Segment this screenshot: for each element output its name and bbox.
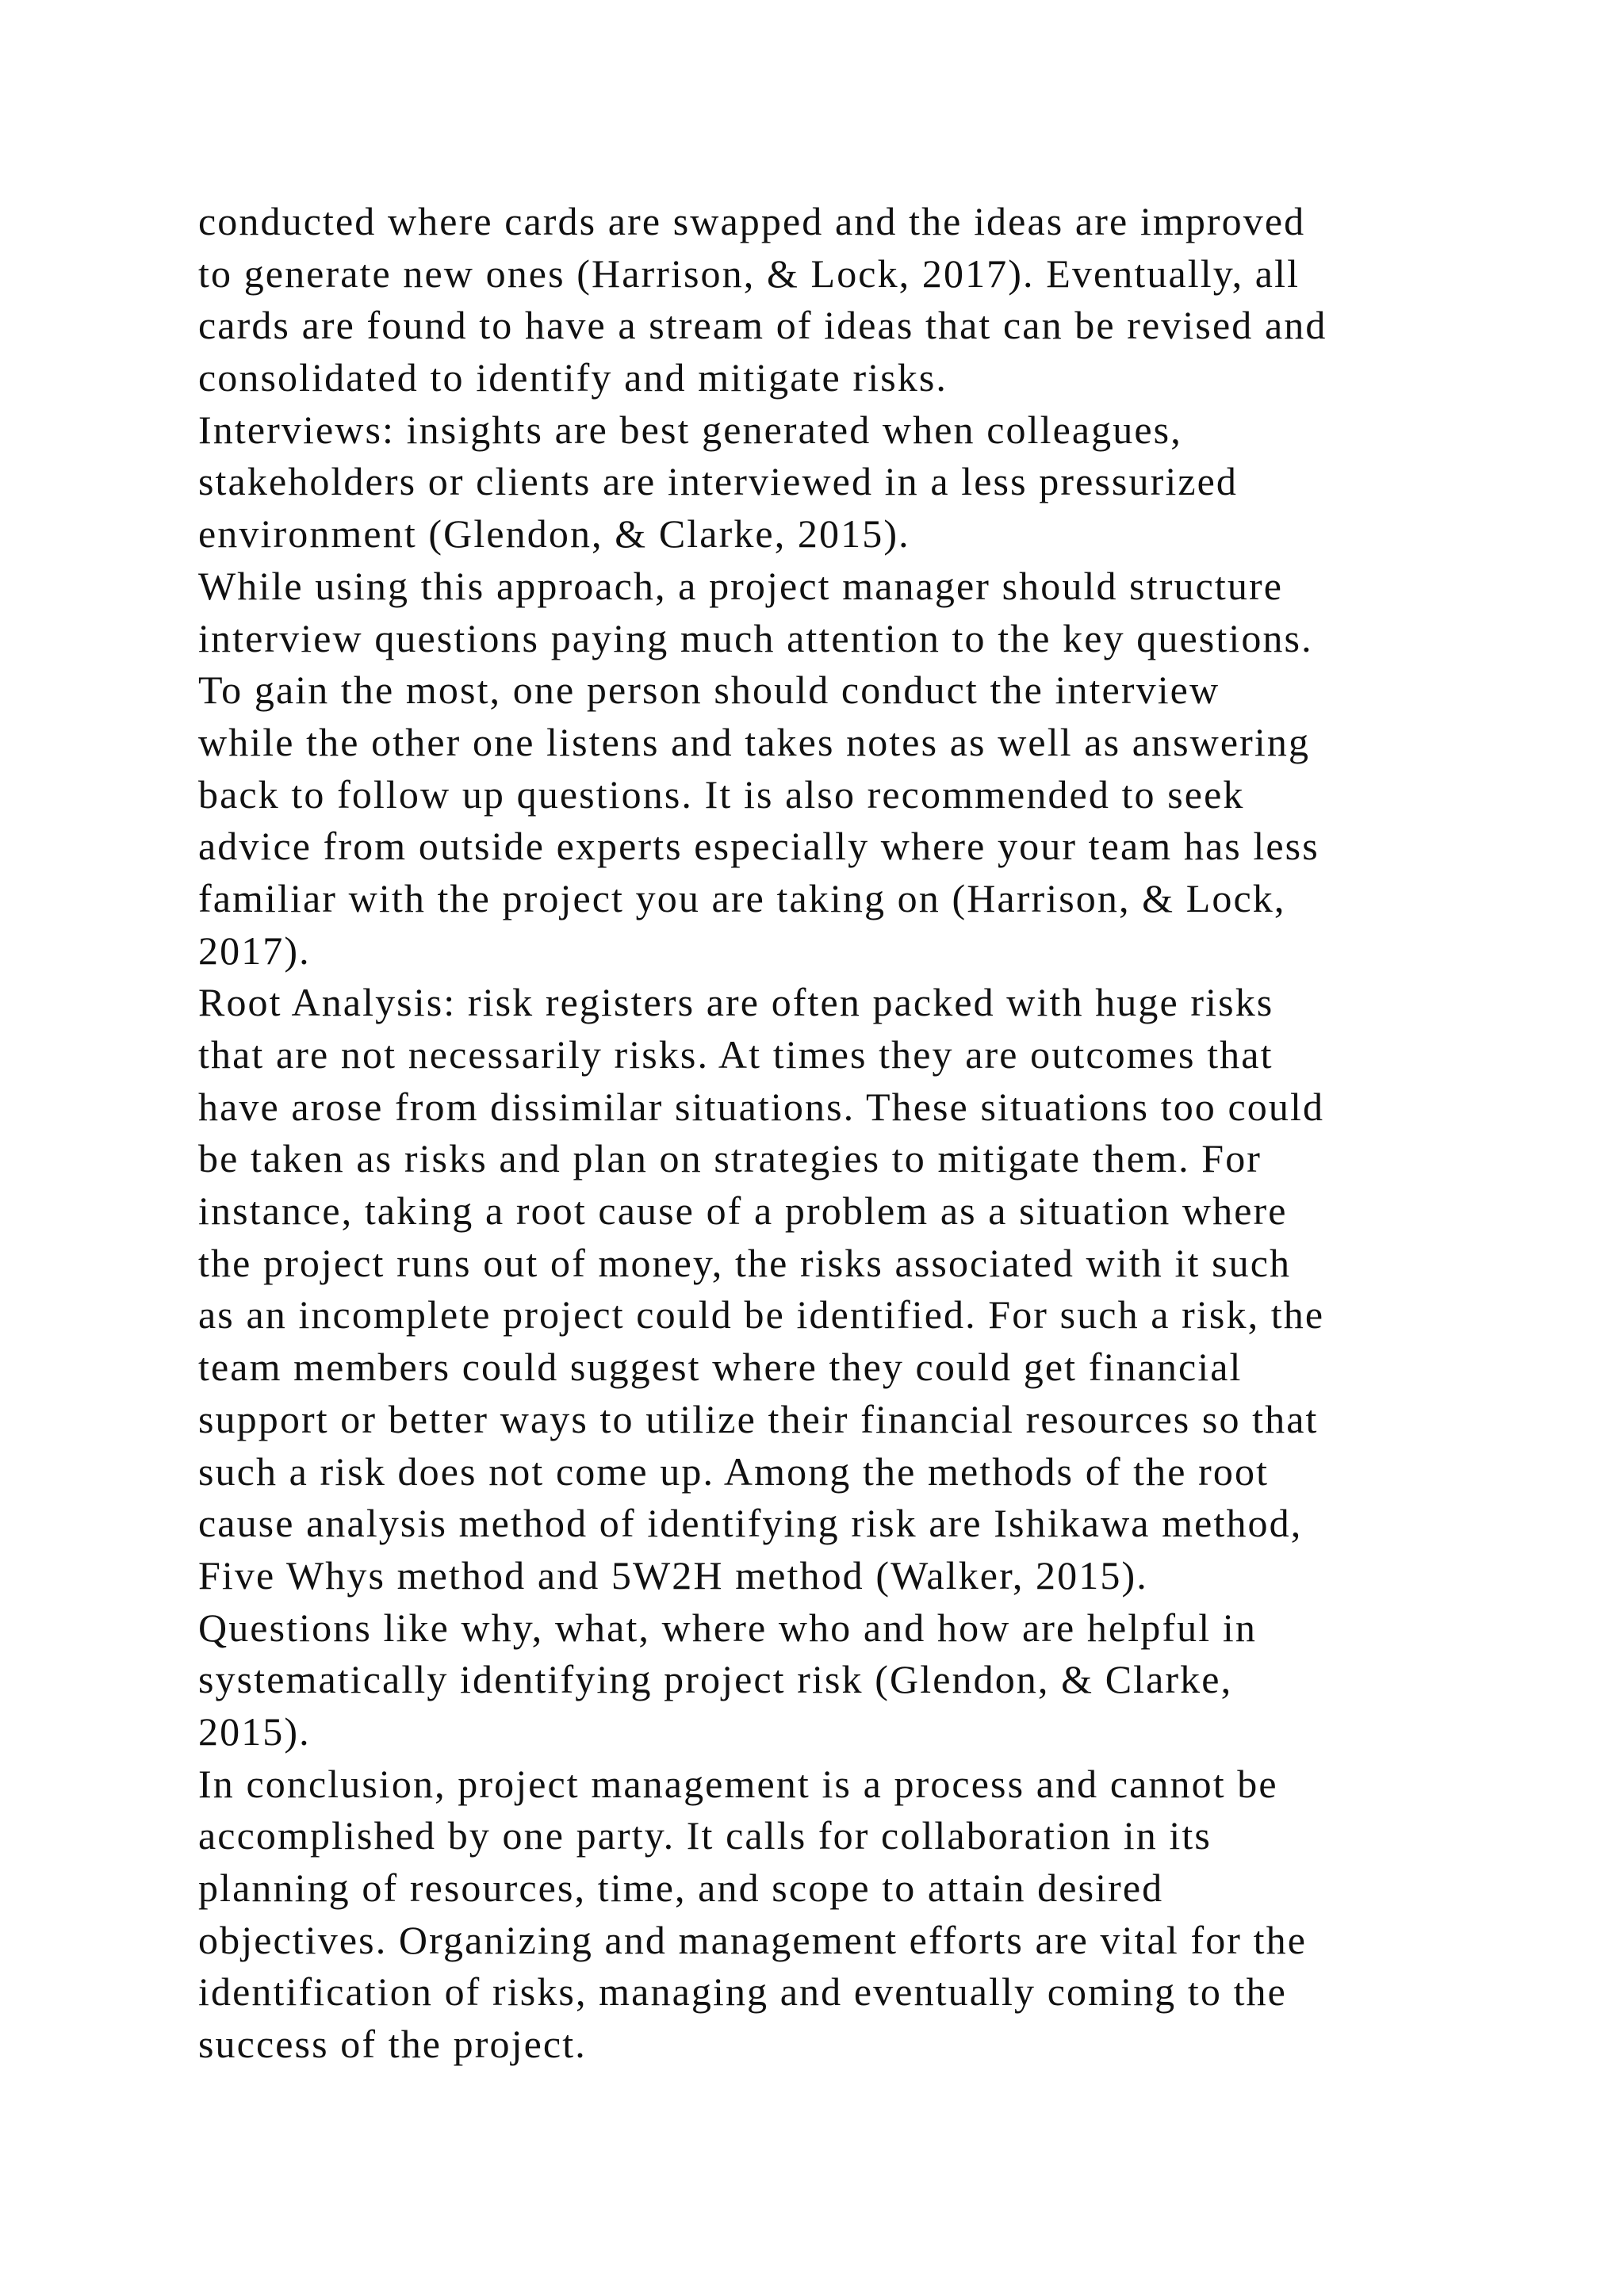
text-line: back to follow up questions. It is also recommended to seek xyxy=(198,771,1245,817)
text-line: the project runs out of money, the risks associated with it such xyxy=(198,1240,1292,1285)
text-line: that are not necessarily risks. At times they are outcomes that xyxy=(198,1032,1274,1077)
text-line: as an incomplete project could be identified. For such a risk, the xyxy=(198,1292,1325,1337)
text-line: identification of risks, managing and eventually coming to the xyxy=(198,1969,1287,2015)
text-line: cause analysis method of identifying risk are Ishikawa method, xyxy=(198,1501,1303,1546)
text-line: stakeholders or clients are interviewed in a less pressurized xyxy=(198,459,1239,504)
text-line: 2017). xyxy=(198,928,311,973)
text-line: objectives. Organizing and management efforts are vital for the xyxy=(198,1917,1308,1962)
text-line: be taken as risks and plan on strategies to mitigate them. For xyxy=(198,1136,1262,1181)
text-line: success of the project. xyxy=(198,2022,587,2067)
text-line: while the other one listens and takes notes as well as answering xyxy=(198,719,1311,764)
text-line: Interviews: insights are best generated when colleagues, xyxy=(198,407,1182,452)
text-line: 2015). xyxy=(198,1709,311,1754)
text-line: planning of resources, time, and scope to attain desired xyxy=(198,1866,1164,1910)
text-line: Five Whys method and 5W2H method (Walker, 2015). xyxy=(198,1552,1148,1598)
text-line: environment (Glendon, & Clarke, 2015). xyxy=(198,511,910,557)
text-line: such a risk does not come up. Among the methods of the root xyxy=(198,1448,1270,1494)
text-line: cards are found to have a stream of ideas that can be revised and xyxy=(198,303,1327,348)
text-line: Questions like why, what, where who and how are helpful in xyxy=(198,1605,1257,1650)
text-line: While using this approach, a project manager should structure xyxy=(198,563,1283,608)
text-line: In conclusion, project management is a process and cannot be xyxy=(198,1761,1278,1806)
text-line: interview questions paying much attention to the key questions. xyxy=(198,615,1313,660)
text-line: familiar with the project you are taking on (Harrison, & Lock, xyxy=(198,875,1286,920)
text-line: To gain the most, one person should conduct the interview xyxy=(198,668,1220,713)
text-line: accomplished by one party. It calls for collaboration in its xyxy=(198,1813,1212,1858)
text-line: support or better ways to utilize their financial resources so that xyxy=(198,1396,1319,1441)
text-line: Root Analysis: risk registers are often packed with huge risks xyxy=(198,980,1274,1025)
text-line: have arose from dissimilar situations. These situations too could xyxy=(198,1084,1325,1129)
text-line: consolidated to identify and mitigate risks. xyxy=(198,355,948,400)
text-line: systematically identifying project risk (Glendon, & Clarke, xyxy=(198,1657,1233,1702)
text-line: team members could suggest where they could get financial xyxy=(198,1345,1243,1390)
text-line: conducted where cards are swapped and the ideas are improved xyxy=(198,199,1306,243)
document-body xyxy=(198,196,1515,2071)
text-line: advice from outside experts especially where your team has less xyxy=(198,824,1320,869)
text-line: to generate new ones (Harrison, & Lock, 2017). Eventually, all xyxy=(198,251,1300,296)
text-line: instance, taking a root cause of a problem as a situation where xyxy=(198,1188,1288,1234)
